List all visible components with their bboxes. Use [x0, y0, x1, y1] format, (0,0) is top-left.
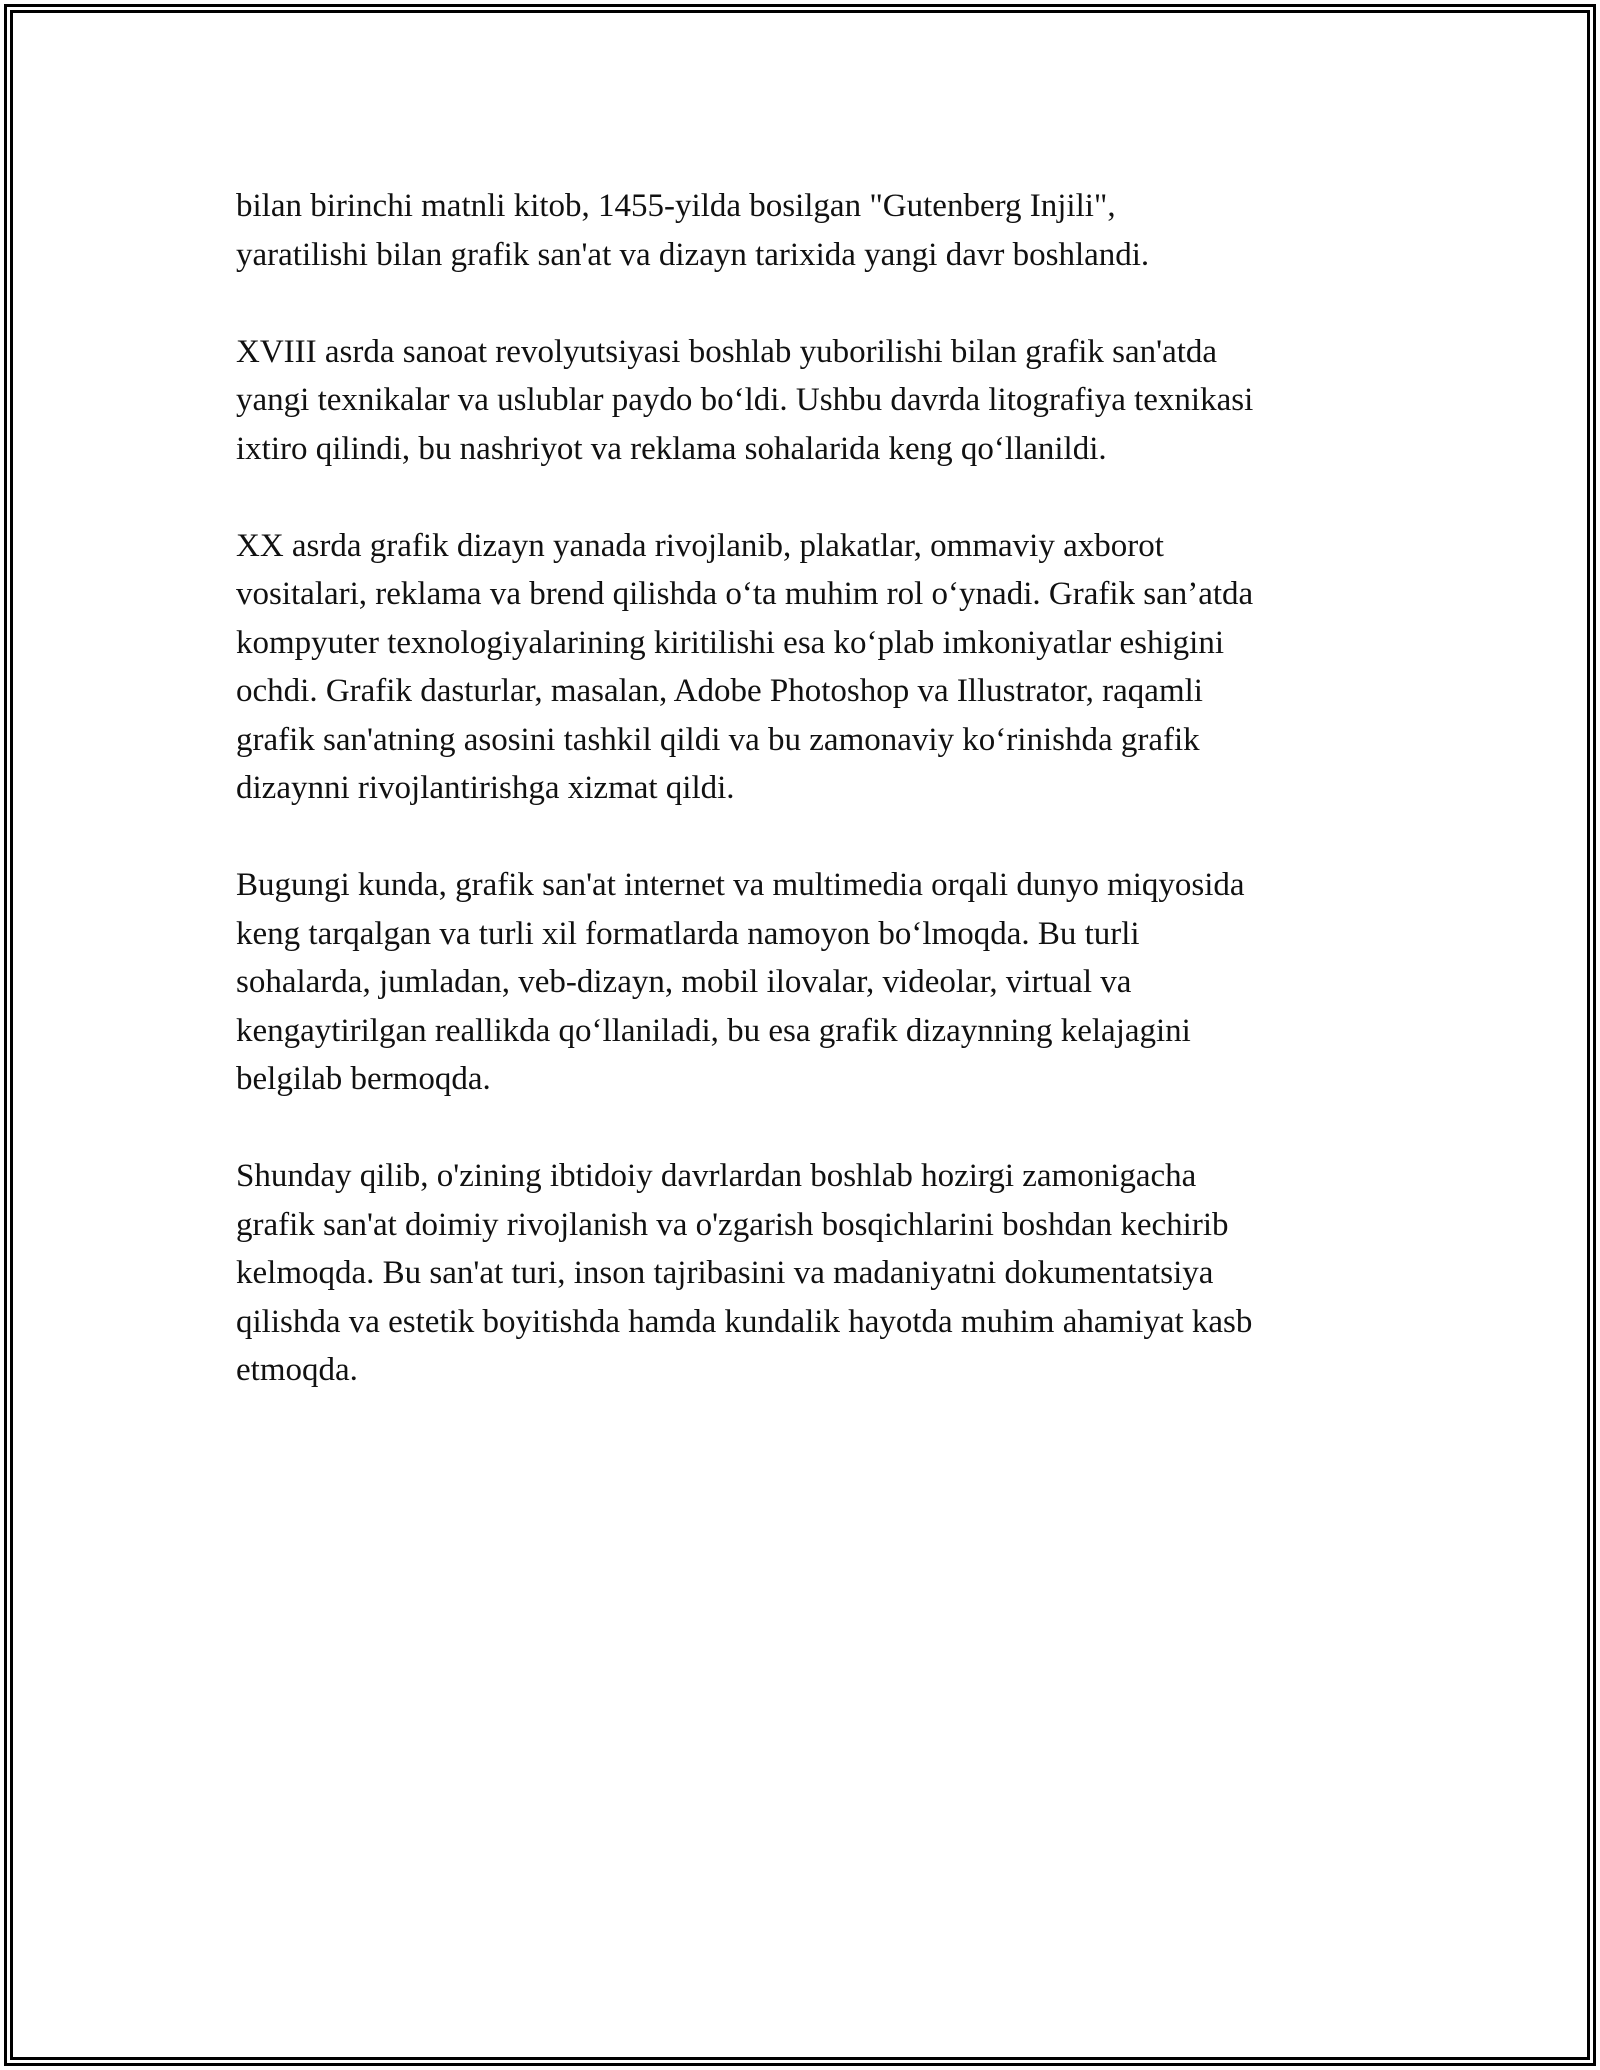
- text-line: qilishda va estetik boyitishda hamda kundalik hayotda muhim ahamiyat kasb: [236, 1303, 1253, 1340]
- text-line: ixtiro qilindi, bu nashriyot va reklama sohalarida keng qoʻllanildi.: [236, 430, 1107, 467]
- text-line: ochdi. Grafik dasturlar, masalan, Adobe Photoshop va Illustrator, raqamli: [236, 673, 1203, 709]
- text-line: keng tarqalgan va turli xil formatlarda namoyon boʻlmoqda. Bu turli: [236, 915, 1140, 952]
- paragraph-industrial-revolution: [236, 328, 1396, 474]
- text-line: bilan birinchi matnli kitob, 1455-yilda bosilgan "Gutenberg Injili",: [236, 188, 1116, 224]
- text-line: kelmoqda. Bu san'at turi, inson tajribasini va madaniyatni dokumentatsiya: [236, 1255, 1214, 1291]
- text-line: grafik san'at doimiy rivojlanish va o'zgarish bosqichlarini boshdan kechirib: [236, 1206, 1229, 1243]
- text-line: Bugungi kunda, grafik san'at internet va multimedia orqali dunyo miqyosida: [236, 867, 1245, 903]
- text-line: grafik san'atning asosini tashkil qildi va bu zamonaviy koʻrinishda grafik: [236, 721, 1200, 758]
- text-line: kengaytirilgan reallikda qoʻllaniladi, bu esa grafik dizaynning kelajagini: [236, 1012, 1191, 1049]
- paragraph-today: [236, 861, 1396, 1104]
- text-line: vositalari, reklama va brend qilishda oʻta muhim rol oʻynadi. Grafik san’atda: [236, 576, 1254, 612]
- paragraph-twentieth-century: [236, 522, 1396, 813]
- document-body: [236, 182, 1396, 1443]
- text-line: XVIII asrda sanoat revolyutsiyasi boshlab yuborilishi bilan grafik san'atda: [236, 333, 1218, 370]
- text-line: Shunday qilib, o'zining ibtidoiy davrlardan boshlab hozirgi zamonigacha: [236, 1158, 1197, 1194]
- paragraph-conclusion: [236, 1152, 1396, 1395]
- text-line: sohalarda, jumladan, veb-dizayn, mobil ilovalar, videolar, virtual va: [236, 964, 1132, 1000]
- text-line: yaratilishi bilan grafik san'at va dizayn tarixida yangi davr boshlandi.: [236, 236, 1150, 273]
- paragraph-gutenberg: [236, 182, 1396, 279]
- text-line: belgilab bermoqda.: [236, 1061, 491, 1097]
- text-line: kompyuter texnologiyalarining kiritilishi esa koʻplab imkoniyatlar eshigini: [236, 624, 1224, 661]
- text-line: yangi texnikalar va uslublar paydo boʻldi. Ushbu davrda litografiya texnikasi: [236, 382, 1254, 418]
- text-line: dizaynni rivojlantirishga xizmat qildi.: [236, 770, 735, 806]
- text-line: XX asrda grafik dizayn yanada rivojlanib, plakatlar, ommaviy axborot: [236, 527, 1164, 564]
- text-line: etmoqda.: [236, 1352, 358, 1388]
